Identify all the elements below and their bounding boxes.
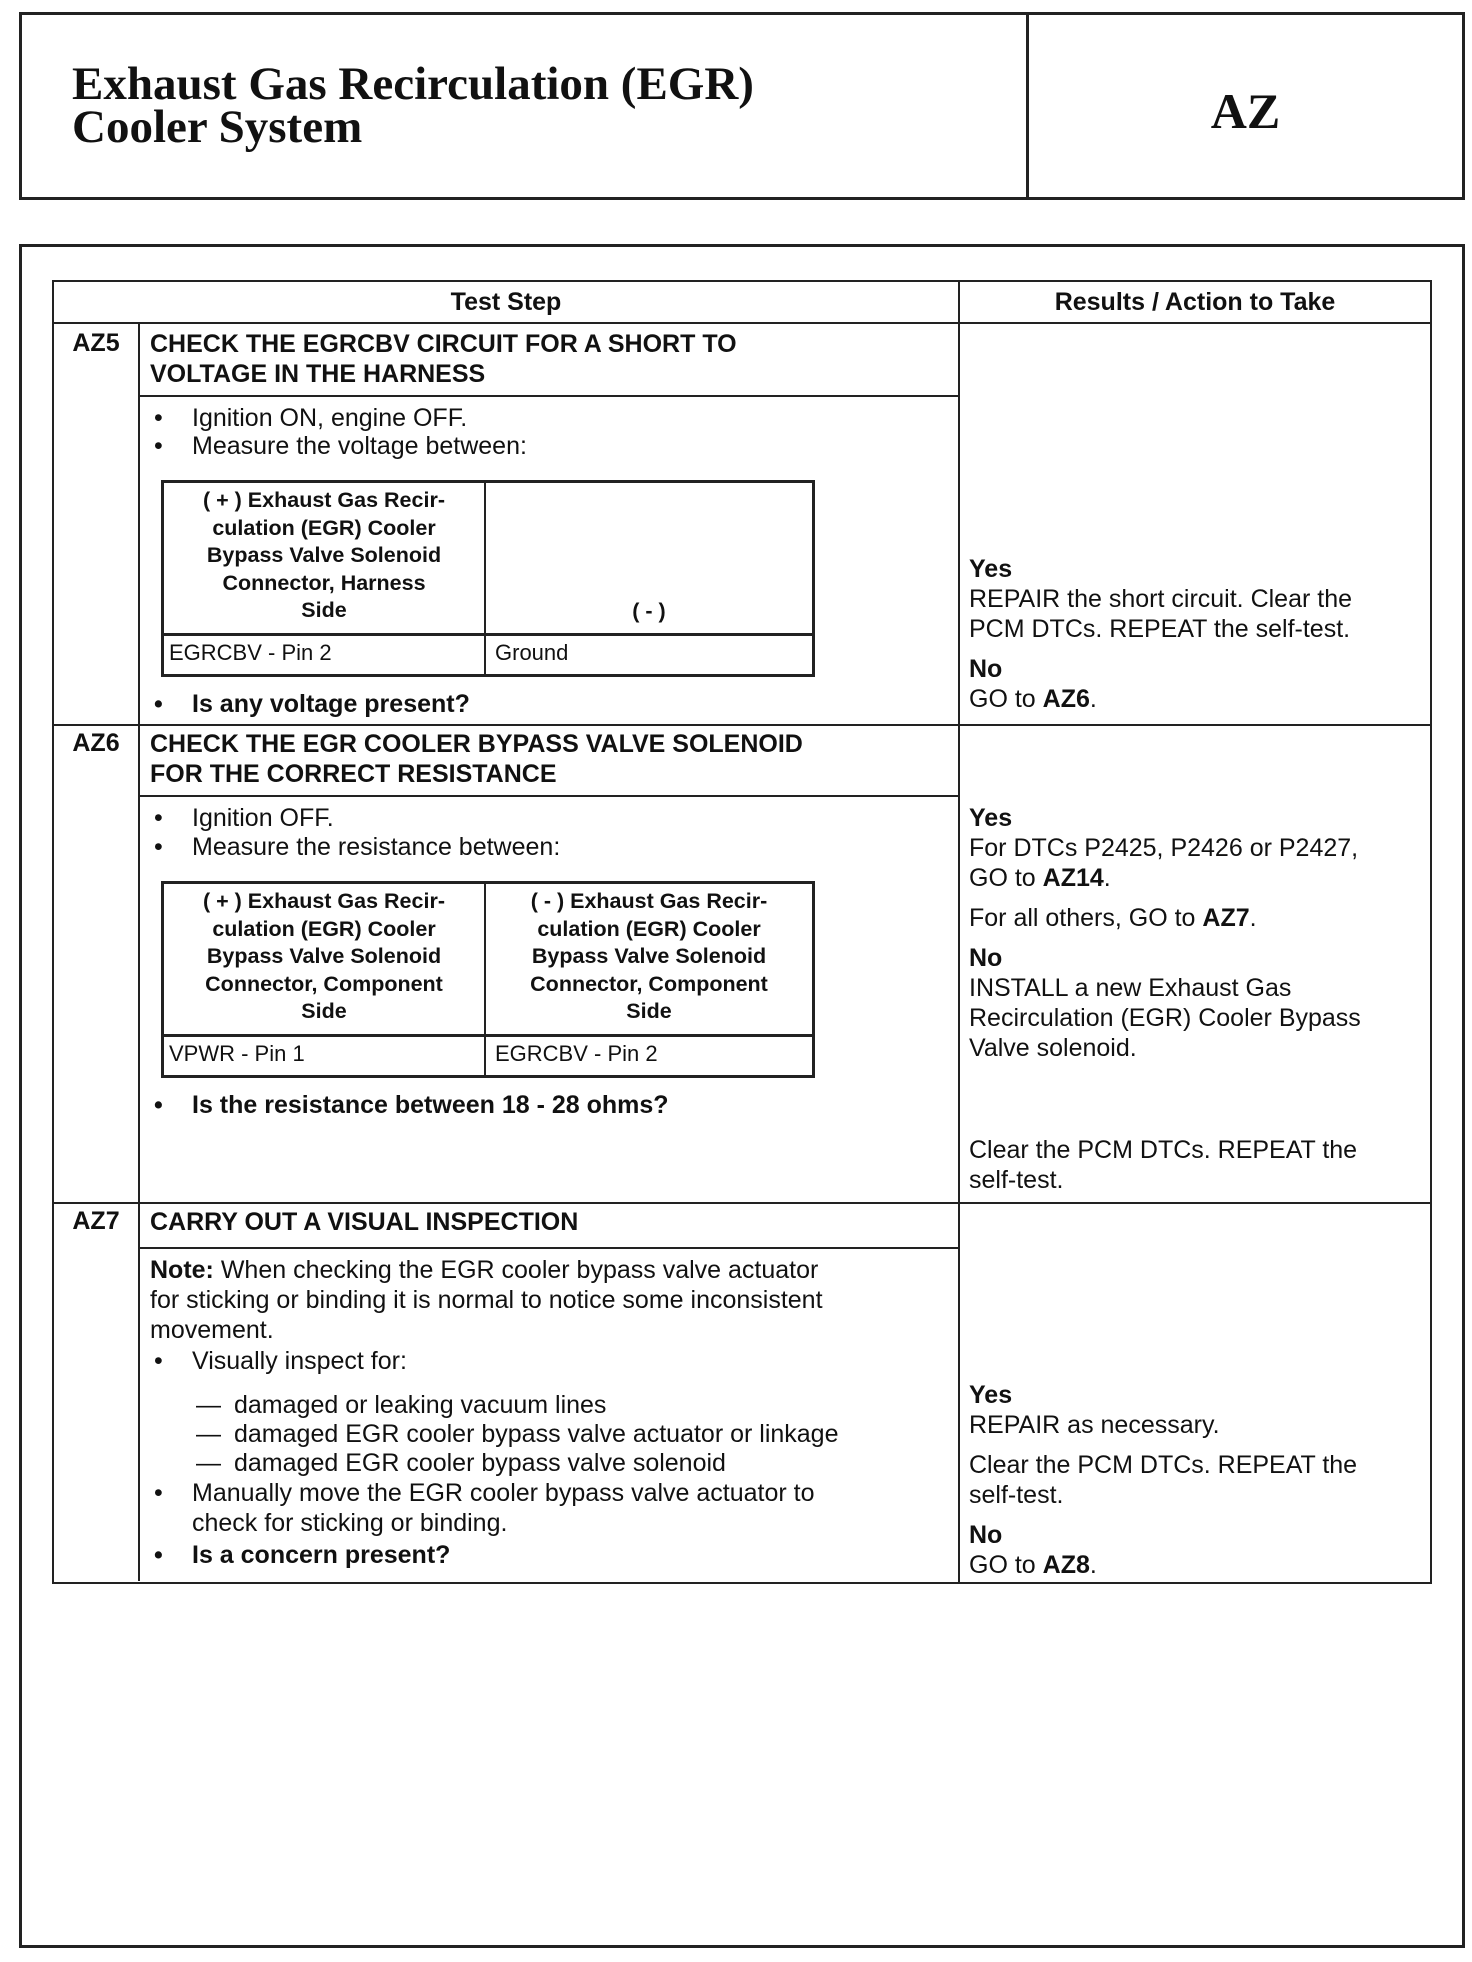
- list-item: • Ignition ON, engine OFF.: [192, 403, 467, 433]
- meas-header-negative: ( - ): [632, 599, 666, 623]
- no-label: No: [969, 944, 1003, 972]
- list-item: • Manually move the EGR cooler bypass valve actuator to check for sticking or binding.: [192, 1478, 815, 1538]
- title-underline: [138, 395, 958, 397]
- step-question: • Is a concern present?: [192, 1540, 450, 1570]
- column-divider: [958, 282, 960, 1582]
- step-question: • Is the resistance between 18 - 28 ohms?: [192, 1090, 669, 1120]
- goto-link[interactable]: AZ7: [1202, 904, 1250, 932]
- step-id: AZ7: [72, 1207, 120, 1235]
- test-step-table: [52, 280, 1432, 1584]
- list-item: • Measure the resistance between:: [192, 832, 560, 862]
- measurement-table: [161, 881, 815, 1078]
- meas-value: EGRCBV - Pin 2: [495, 1041, 658, 1066]
- step-title: CHECK THE EGR COOLER BYPASS VALVE SOLENOID FOR THE CORRECT RESISTANCE: [150, 730, 803, 788]
- title-underline: [138, 1247, 958, 1249]
- step-title: CARRY OUT A VISUAL INSPECTION: [150, 1208, 579, 1236]
- yes-label: Yes: [969, 1381, 1013, 1409]
- goto-link[interactable]: AZ14: [1042, 864, 1104, 892]
- step-id: AZ5: [72, 329, 120, 357]
- result-note: Clear the PCM DTCs. REPEAT the self-test.: [969, 1136, 1358, 1194]
- list-item: — damaged EGR cooler bypass valve solenoid: [234, 1448, 726, 1478]
- step-border-az6: [54, 724, 1430, 726]
- id-column-divider: [138, 322, 140, 1581]
- step-title: CHECK THE EGRCBV CIRCUIT FOR A SHORT TO VOLTAGE IN THE HARNESS: [150, 330, 737, 388]
- meas-value: Ground: [495, 640, 569, 665]
- result-block: Yes REPAIR the short circuit. Clear the PCM DTCs. REPEAT the self-test. No GO to AZ6.: [969, 555, 1353, 713]
- meas-value: EGRCBV - Pin 2: [169, 640, 332, 665]
- result-block: Yes REPAIR as necessary. Clear the PCM DTCs. REPEAT the self-test. No GO to AZ8.: [969, 1381, 1358, 1579]
- list-item: • Ignition OFF.: [192, 803, 334, 833]
- goto-link[interactable]: AZ6: [1042, 685, 1090, 713]
- list-item: — damaged EGR cooler bypass valve actuator or linkage: [234, 1419, 839, 1449]
- section-code: AZ: [1210, 83, 1281, 139]
- yes-label: Yes: [969, 804, 1013, 832]
- list-item: • Visually inspect for:: [192, 1346, 407, 1376]
- page-title: Exhaust Gas Recirculation (EGR) Cooler System: [22, 15, 1029, 197]
- meas-header-positive: ( + ) Exhaust Gas Recir- culation (EGR) Cooler Bypass Valve Solenoid Connector, Harness Side: [203, 488, 445, 622]
- list-item: — damaged or leaking vacuum lines: [234, 1390, 606, 1420]
- step-border-az7: [54, 1202, 1430, 1204]
- title-underline: [138, 795, 958, 797]
- meas-header-positive: ( + ) Exhaust Gas Recir- culation (EGR) Cooler Bypass Valve Solenoid Connector, Component Side: [203, 889, 445, 1023]
- meas-value: VPWR - Pin 1: [169, 1041, 305, 1066]
- no-label: No: [969, 1521, 1003, 1549]
- result-block: Yes For DTCs P2425, P2426 or P2427, GO to AZ14. For all others, GO to AZ7. No INSTALL a new Exhaust Gas Recirculation (EGR) Cooler Bypass Valve solenoid.: [969, 804, 1361, 1062]
- column-header-results: Results / Action to Take: [1054, 287, 1336, 316]
- list-item: • Measure the voltage between:: [192, 431, 527, 461]
- column-header-test-step: Test Step: [450, 287, 562, 316]
- header-row-border: [54, 322, 1430, 324]
- step-id: AZ6: [72, 729, 120, 757]
- note-label: Note:: [150, 1256, 214, 1284]
- page-header: [19, 12, 1465, 200]
- step-question: • Is any voltage present?: [192, 689, 470, 719]
- note-text: Note: When checking the EGR cooler bypass valve actuator for sticking or binding it is normal to notice some inconsistent movement.: [150, 1256, 823, 1344]
- goto-link[interactable]: AZ8: [1042, 1551, 1090, 1579]
- no-label: No: [969, 655, 1003, 683]
- measurement-table: [161, 480, 815, 677]
- yes-label: Yes: [969, 555, 1013, 583]
- meas-header-negative: ( - ) Exhaust Gas Recir- culation (EGR) Cooler Bypass Valve Solenoid Connector, Component Side: [530, 889, 768, 1023]
